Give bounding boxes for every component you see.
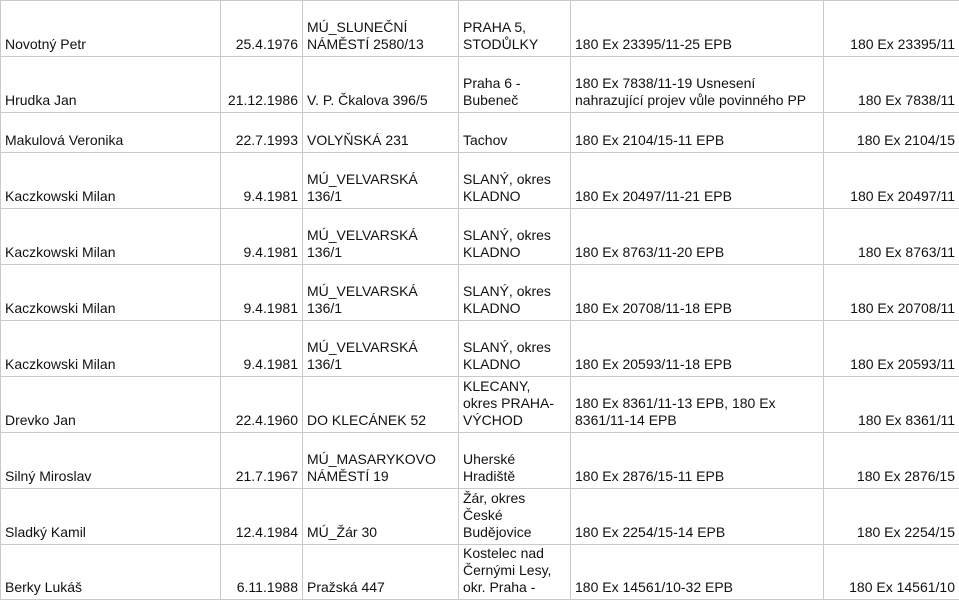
case-cell: 180 Ex 7838/11 bbox=[824, 57, 959, 113]
name-cell: Drevko Jan bbox=[1, 377, 221, 433]
ref-cell: 180 Ex 2104/15-11 EPB bbox=[571, 113, 824, 153]
case-cell: 180 Ex 14561/10 bbox=[824, 545, 959, 600]
office-cell: MÚ_VELVARSKÁ 136/1 bbox=[303, 265, 459, 321]
table-row bbox=[1, 489, 959, 545]
date-cell: 12.4.1984 bbox=[221, 489, 303, 545]
place-cell: SLANÝ, okres KLADNO bbox=[459, 153, 571, 209]
case-cell: 180 Ex 20708/11 bbox=[824, 265, 959, 321]
name-cell: Kaczkowski Milan bbox=[1, 321, 221, 377]
date-cell: 21.7.1967 bbox=[221, 433, 303, 489]
table-row bbox=[1, 545, 959, 600]
case-cell: 180 Ex 20497/11 bbox=[824, 153, 959, 209]
office-cell: Pražská 447 bbox=[303, 545, 459, 600]
case-cell: 180 Ex 2104/15 bbox=[824, 113, 959, 153]
table-row bbox=[1, 321, 959, 377]
place-cell: SLANÝ, okres KLADNO bbox=[459, 209, 571, 265]
ref-cell: 180 Ex 7838/11-19 Usnesení nahrazující projev vůle povinného PP bbox=[571, 57, 824, 113]
name-cell: Kaczkowski Milan bbox=[1, 153, 221, 209]
office-cell: MÚ_Žár 30 bbox=[303, 489, 459, 545]
ref-cell: 180 Ex 20708/11-18 EPB bbox=[571, 265, 824, 321]
ref-cell: 180 Ex 14561/10-32 EPB bbox=[571, 545, 824, 600]
case-cell: 180 Ex 2876/15 bbox=[824, 433, 959, 489]
date-cell: 9.4.1981 bbox=[221, 265, 303, 321]
case-cell: 180 Ex 8361/11 bbox=[824, 377, 959, 433]
table-row bbox=[1, 153, 959, 209]
office-cell: MÚ_VELVARSKÁ 136/1 bbox=[303, 321, 459, 377]
table-row bbox=[1, 377, 959, 433]
ref-cell: 180 Ex 20593/11-18 EPB bbox=[571, 321, 824, 377]
ref-cell: 180 Ex 20497/11-21 EPB bbox=[571, 153, 824, 209]
table-row bbox=[1, 209, 959, 265]
name-cell: Hrudka Jan bbox=[1, 57, 221, 113]
office-cell: MÚ_MASARYKOVO NÁMĚSTÍ 19 bbox=[303, 433, 459, 489]
place-cell: Uherské Hradiště bbox=[459, 433, 571, 489]
case-cell: 180 Ex 2254/15 bbox=[824, 489, 959, 545]
office-cell: VOLYŇSKÁ 231 bbox=[303, 113, 459, 153]
date-cell: 22.4.1960 bbox=[221, 377, 303, 433]
place-cell: PRAHA 5, STODŮLKY bbox=[459, 1, 571, 57]
ref-cell: 180 Ex 8361/11-13 EPB, 180 Ex 8361/11-14 EPB bbox=[571, 377, 824, 433]
date-cell: 25.4.1976 bbox=[221, 1, 303, 57]
place-cell: SLANÝ, okres KLADNO bbox=[459, 265, 571, 321]
ref-cell: 180 Ex 8763/11-20 EPB bbox=[571, 209, 824, 265]
table-row bbox=[1, 113, 959, 153]
case-cell: 180 Ex 8763/11 bbox=[824, 209, 959, 265]
date-cell: 9.4.1981 bbox=[221, 209, 303, 265]
place-cell: Žár, okres České Budějovice bbox=[459, 489, 571, 545]
place-cell: Tachov bbox=[459, 113, 571, 153]
place-cell: Kostelec nad Černými Lesy, okr. Praha - bbox=[459, 545, 571, 600]
name-cell: Novotný Petr bbox=[1, 1, 221, 57]
place-cell: SLANÝ, okres KLADNO bbox=[459, 321, 571, 377]
date-cell: 9.4.1981 bbox=[221, 321, 303, 377]
case-cell: 180 Ex 23395/11 bbox=[824, 1, 959, 57]
place-cell: KLECANY, okres PRAHA-VÝCHOD bbox=[459, 377, 571, 433]
name-cell: Berky Lukáš bbox=[1, 545, 221, 600]
table-row bbox=[1, 265, 959, 321]
ref-cell: 180 Ex 2876/15-11 EPB bbox=[571, 433, 824, 489]
table-row bbox=[1, 1, 959, 57]
date-cell: 21.12.1986 bbox=[221, 57, 303, 113]
name-cell: Sladký Kamil bbox=[1, 489, 221, 545]
office-cell: MÚ_SLUNEČNÍ NÁMĚSTÍ 2580/13 bbox=[303, 1, 459, 57]
name-cell: Kaczkowski Milan bbox=[1, 209, 221, 265]
case-cell: 180 Ex 20593/11 bbox=[824, 321, 959, 377]
table-row bbox=[1, 433, 959, 489]
name-cell: Silný Miroslav bbox=[1, 433, 221, 489]
place-cell: Praha 6 - Bubeneč bbox=[459, 57, 571, 113]
date-cell: 6.11.1988 bbox=[221, 545, 303, 600]
date-cell: 9.4.1981 bbox=[221, 153, 303, 209]
office-cell: MÚ_VELVARSKÁ 136/1 bbox=[303, 209, 459, 265]
name-cell: Kaczkowski Milan bbox=[1, 265, 221, 321]
date-cell: 22.7.1993 bbox=[221, 113, 303, 153]
ref-cell: 180 Ex 23395/11-25 EPB bbox=[571, 1, 824, 57]
ref-cell: 180 Ex 2254/15-14 EPB bbox=[571, 489, 824, 545]
table-row bbox=[1, 57, 959, 113]
name-cell: Makulová Veronika bbox=[1, 113, 221, 153]
office-cell: V. P. Čkalova 396/5 bbox=[303, 57, 459, 113]
office-cell: MÚ_VELVARSKÁ 136/1 bbox=[303, 153, 459, 209]
office-cell: DO KLECÁNEK 52 bbox=[303, 377, 459, 433]
